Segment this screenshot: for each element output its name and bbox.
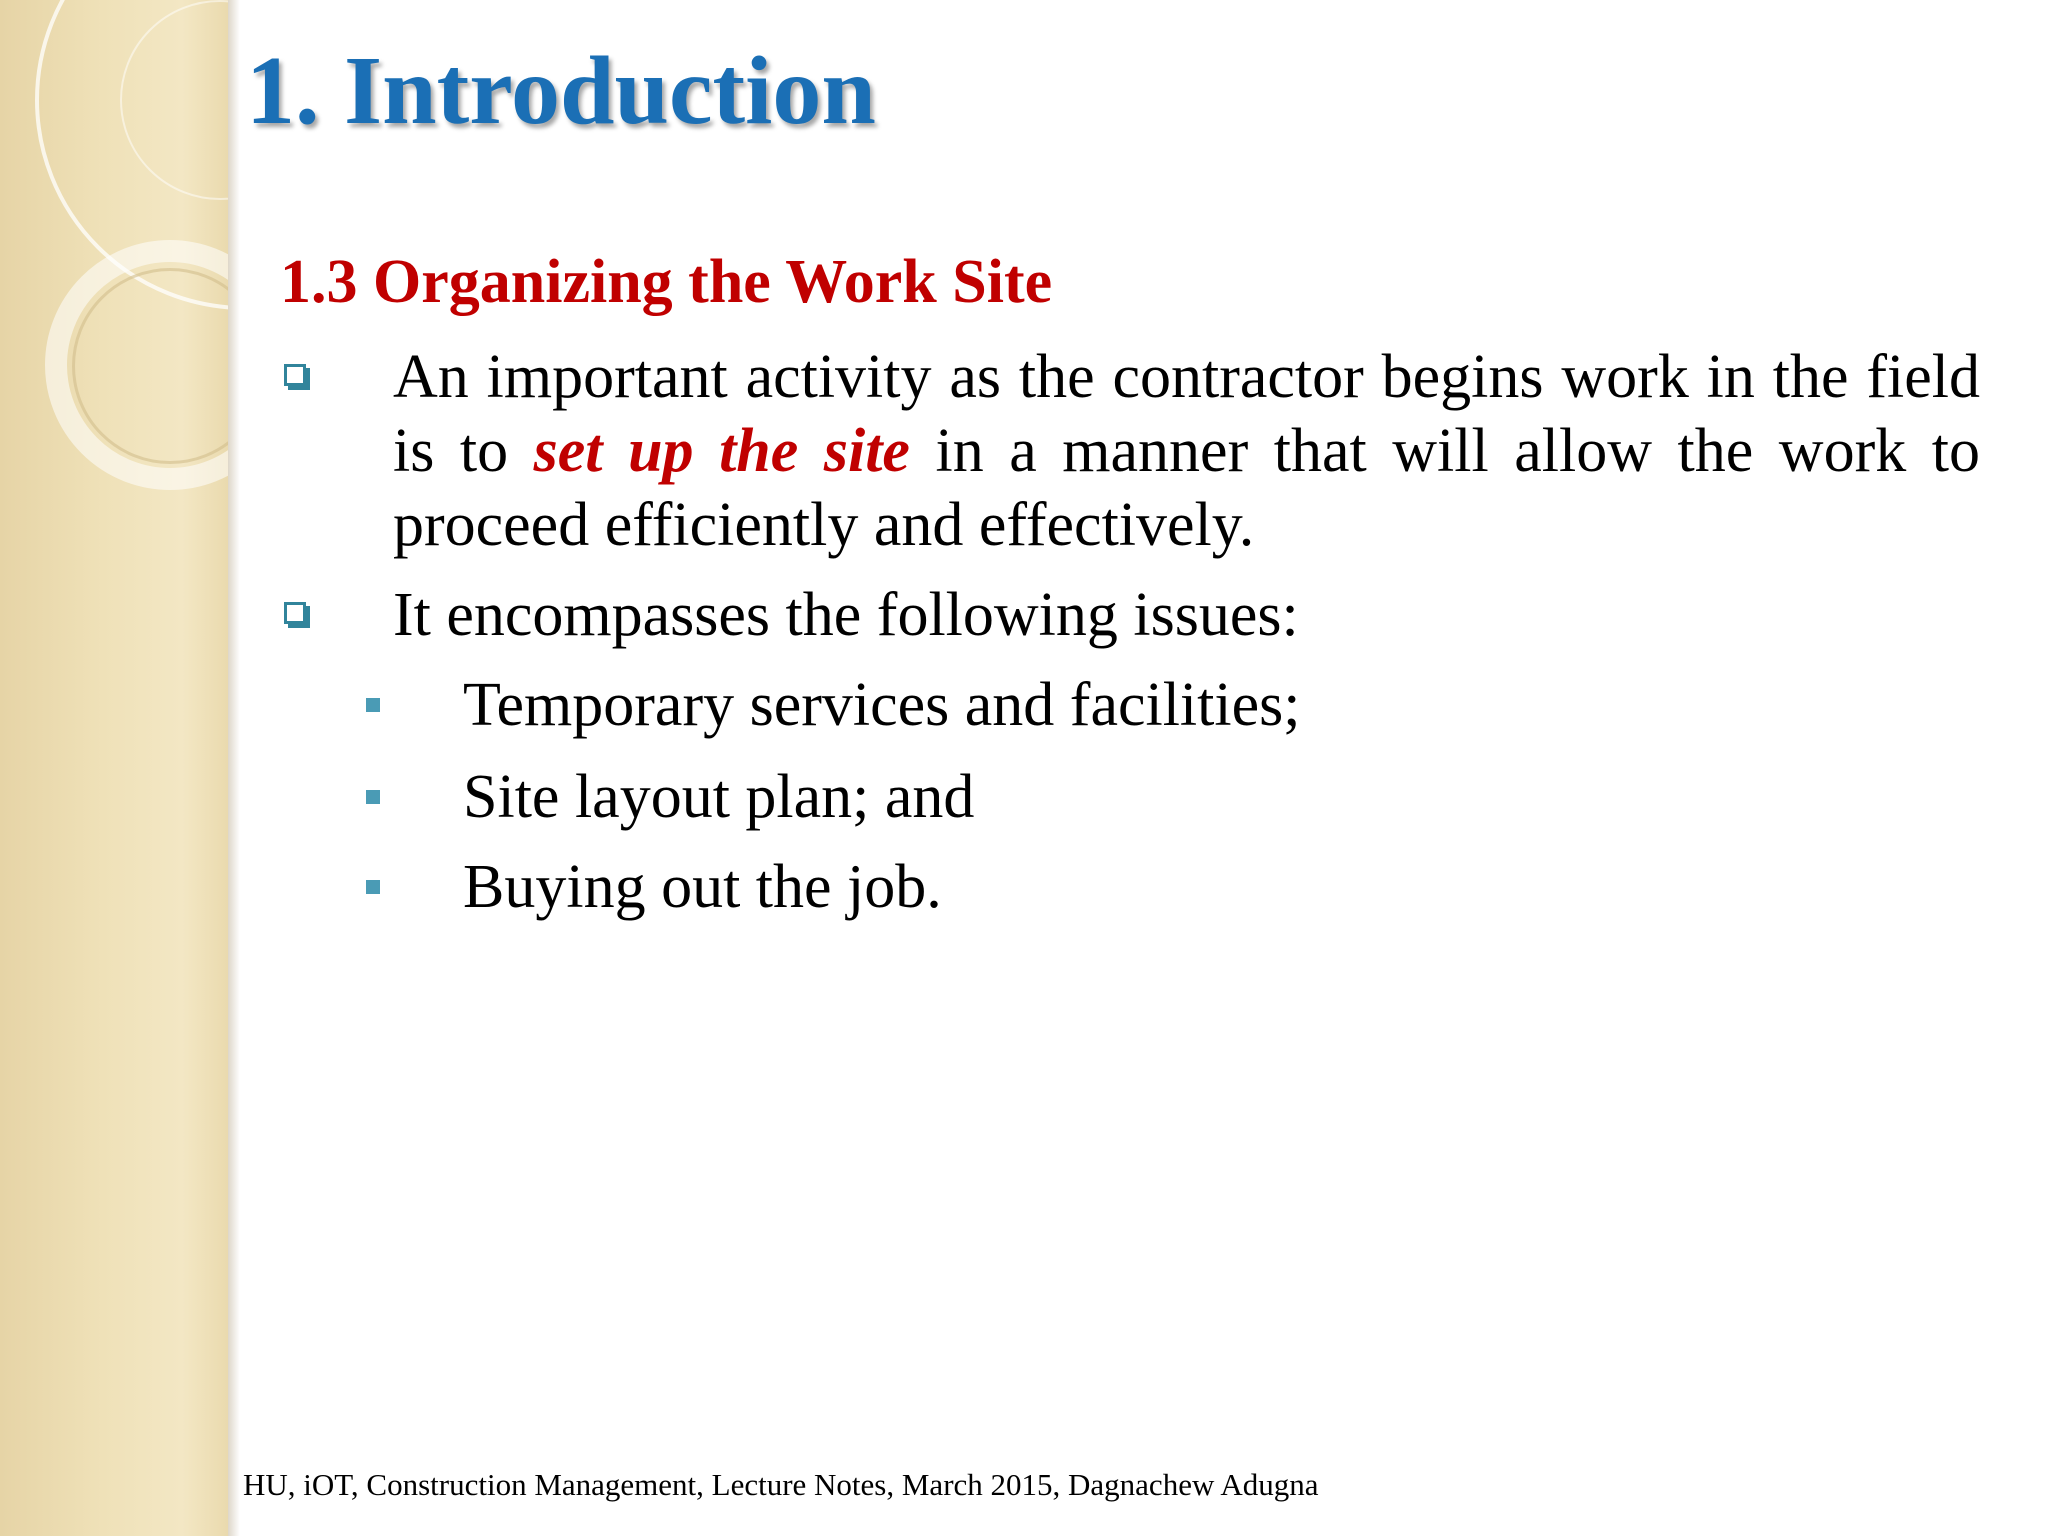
bullet-text-part: in a manner that will allow the work to proceed efficiently and effectively. — [393, 417, 1980, 559]
bullet-text-part: An important activity as the contractor begins work in the field is to — [393, 343, 1980, 485]
filled-square-bullet-icon — [366, 698, 380, 712]
slide-title: 1. Introduction — [246, 37, 876, 145]
filled-square-bullet-icon — [366, 790, 380, 804]
decorative-left-band — [0, 0, 228, 1536]
slide-footer: HU, iOT, Construction Management, Lecture Notes, March 2015, Dagnachew Adugna — [243, 1467, 1319, 1502]
emphasis-text: set up the site — [533, 417, 910, 485]
bullet-text: It encompasses the following issues: — [393, 581, 1299, 649]
filled-square-bullet-icon — [366, 880, 380, 894]
sub-bullet-text: Buying out the job. — [463, 853, 942, 921]
sub-bullet-text: Temporary services and facilities; — [463, 671, 1301, 739]
bullet-text — [393, 340, 1980, 562]
hollow-square-bullet-icon — [284, 364, 306, 386]
left-band-shadow — [228, 0, 240, 1536]
sub-bullet-text: Site layout plan; and — [463, 763, 975, 831]
hollow-square-bullet-icon — [284, 602, 306, 624]
section-subtitle: 1.3 Organizing the Work Site — [280, 248, 1053, 316]
